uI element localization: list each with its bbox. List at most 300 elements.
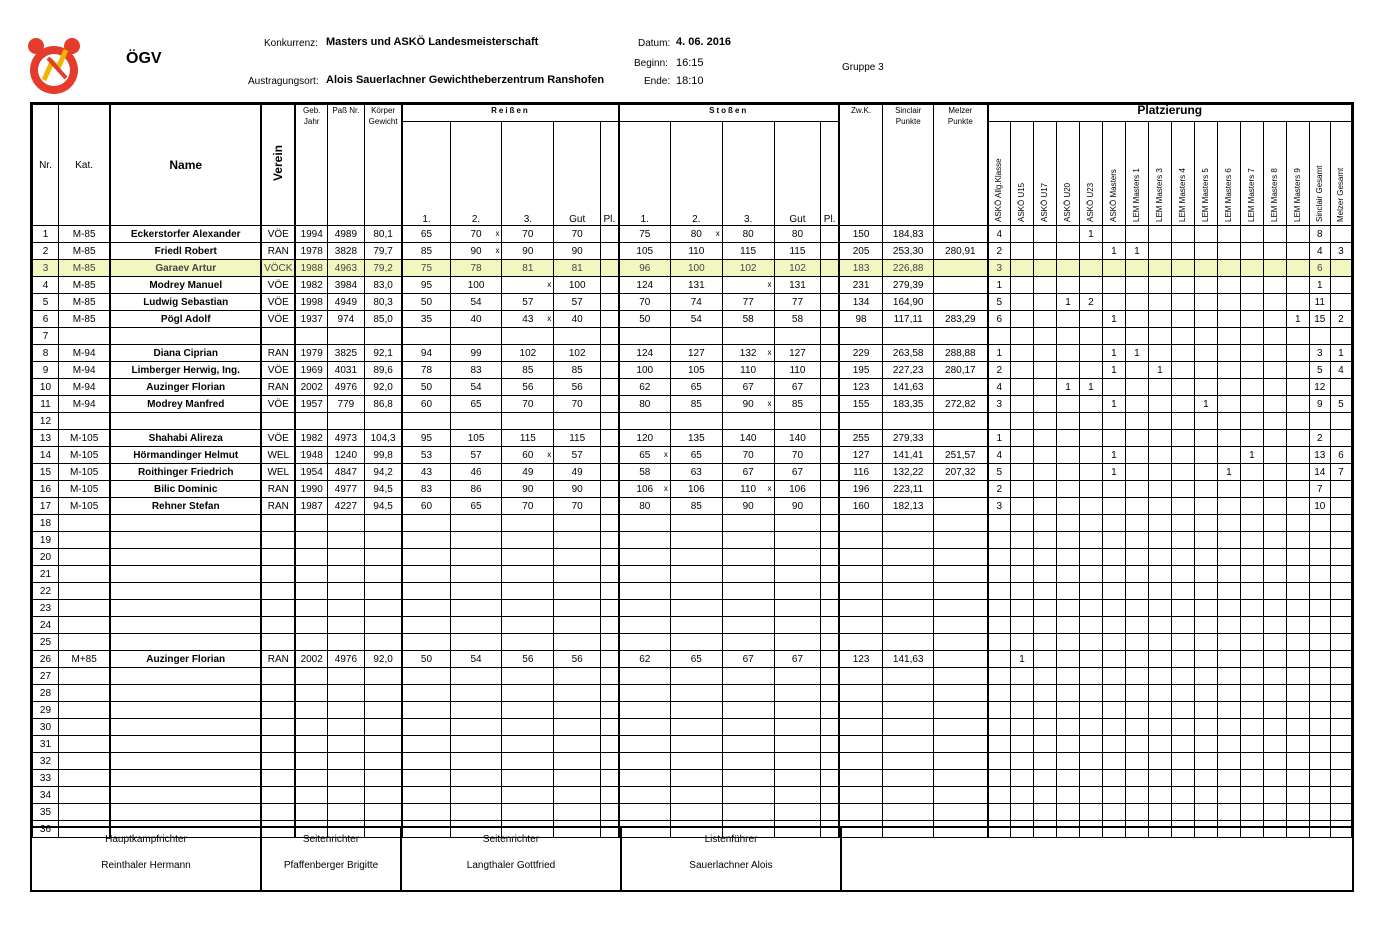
konkurrenz-label: Konkurrenz: bbox=[264, 38, 318, 49]
row-reissen-3 bbox=[502, 736, 554, 753]
row-platz-4 bbox=[1079, 447, 1102, 464]
row-nr: 19 bbox=[33, 532, 59, 549]
row-platz-2 bbox=[1034, 430, 1057, 447]
row-platz-9 bbox=[1194, 617, 1217, 634]
row-verein bbox=[261, 566, 295, 583]
row-platz-4: 1 bbox=[1079, 379, 1102, 396]
row-platz-12 bbox=[1263, 277, 1286, 294]
row-platz-15: 2 bbox=[1330, 311, 1351, 328]
row-stossen-gut bbox=[774, 685, 821, 702]
table-row bbox=[33, 787, 1352, 804]
row-platz-14 bbox=[1309, 600, 1330, 617]
row-reissen-2: 100 bbox=[450, 277, 502, 294]
row-platz-0: 5 bbox=[988, 464, 1011, 481]
row-reissen-gut bbox=[554, 770, 601, 787]
row-pass bbox=[327, 532, 364, 549]
row-zwk bbox=[839, 617, 883, 634]
row-zwk: 116 bbox=[839, 464, 883, 481]
row-nr: 17 bbox=[33, 498, 59, 515]
row-platz-11 bbox=[1240, 328, 1263, 345]
row-stossen-1: 75 bbox=[619, 226, 671, 243]
row-platz-7 bbox=[1148, 277, 1171, 294]
row-zwk: 150 bbox=[839, 226, 883, 243]
row-platz-12 bbox=[1263, 515, 1286, 532]
row-stossen-2: 65 bbox=[670, 447, 722, 464]
row-reissen-2: 86 bbox=[450, 481, 502, 498]
row-platz-2 bbox=[1034, 345, 1057, 362]
row-platz-6 bbox=[1125, 277, 1148, 294]
official-0 bbox=[32, 828, 262, 892]
row-sinclair bbox=[883, 804, 934, 821]
row-stossen-gut bbox=[774, 804, 821, 821]
row-name bbox=[110, 753, 261, 770]
row-platz-14 bbox=[1309, 702, 1330, 719]
col-s3: 3. bbox=[722, 122, 774, 226]
row-stossen-3: 67 bbox=[722, 379, 774, 396]
row-verein bbox=[261, 753, 295, 770]
row-platz-10 bbox=[1217, 804, 1240, 821]
row-geb: 1937 bbox=[295, 311, 327, 328]
official-name: Sauerlachner Alois bbox=[689, 860, 773, 871]
row-geb: 1978 bbox=[295, 243, 327, 260]
row-pass: 4989 bbox=[327, 226, 364, 243]
row-reissen-3 bbox=[502, 668, 554, 685]
row-reissen-1: 35 bbox=[402, 311, 450, 328]
row-reissen-pl bbox=[601, 719, 619, 736]
row-melzer bbox=[934, 413, 988, 430]
row-sinclair bbox=[883, 787, 934, 804]
row-platz-7 bbox=[1148, 583, 1171, 600]
row-stossen-2 bbox=[670, 804, 722, 821]
row-platz-7 bbox=[1148, 413, 1171, 430]
row-platz-7 bbox=[1148, 787, 1171, 804]
row-melzer bbox=[934, 804, 988, 821]
row-platz-8 bbox=[1171, 532, 1194, 549]
row-platz-13 bbox=[1286, 787, 1309, 804]
col-zwk: Zw.K. bbox=[839, 105, 883, 226]
row-reissen-pl bbox=[601, 294, 619, 311]
row-platz-2 bbox=[1034, 702, 1057, 719]
row-platz-5: 1 bbox=[1102, 447, 1125, 464]
row-koerper bbox=[364, 515, 402, 532]
row-platz-11 bbox=[1240, 702, 1263, 719]
row-stossen-3: 77 bbox=[722, 294, 774, 311]
row-stossen-2: 100 bbox=[670, 260, 722, 277]
row-name: Bilic Dominic bbox=[110, 481, 261, 498]
official-name: Langthaler Gottfried bbox=[466, 860, 556, 871]
row-stossen-gut: 70 bbox=[774, 447, 821, 464]
row-zwk bbox=[839, 770, 883, 787]
row-stossen-pl bbox=[821, 566, 839, 583]
row-stossen-2 bbox=[670, 328, 722, 345]
row-stossen-3 bbox=[722, 634, 774, 651]
row-platz-10 bbox=[1217, 515, 1240, 532]
row-stossen-gut bbox=[774, 328, 821, 345]
row-reissen-gut bbox=[554, 566, 601, 583]
row-nr: 11 bbox=[33, 396, 59, 413]
row-reissen-1 bbox=[402, 702, 450, 719]
row-stossen-pl bbox=[821, 787, 839, 804]
row-platz-13 bbox=[1286, 617, 1309, 634]
row-platz-5: 1 bbox=[1102, 396, 1125, 413]
row-stossen-pl bbox=[821, 447, 839, 464]
row-name bbox=[110, 804, 261, 821]
row-platz-11 bbox=[1240, 600, 1263, 617]
table-row bbox=[33, 396, 1352, 413]
row-platz-2 bbox=[1034, 566, 1057, 583]
invalid-mark: x bbox=[663, 450, 668, 459]
row-platz-2 bbox=[1034, 396, 1057, 413]
row-platz-12 bbox=[1263, 362, 1286, 379]
row-platz-11 bbox=[1240, 345, 1263, 362]
row-platz-10 bbox=[1217, 498, 1240, 515]
row-stossen-3 bbox=[722, 566, 774, 583]
row-platz-11 bbox=[1240, 515, 1263, 532]
row-reissen-1: 75 bbox=[402, 260, 450, 277]
row-platz-7 bbox=[1148, 260, 1171, 277]
row-reissen-1 bbox=[402, 736, 450, 753]
row-platz-9 bbox=[1194, 804, 1217, 821]
row-platz-7 bbox=[1148, 719, 1171, 736]
row-koerper: 83,0 bbox=[364, 277, 402, 294]
row-zwk bbox=[839, 549, 883, 566]
row-platz-5 bbox=[1102, 651, 1125, 668]
row-platz-14: 6 bbox=[1309, 260, 1330, 277]
row-platz-3 bbox=[1056, 260, 1079, 277]
row-platz-0 bbox=[988, 515, 1011, 532]
row-platz-6 bbox=[1125, 447, 1148, 464]
row-stossen-2: 74 bbox=[670, 294, 722, 311]
row-name: Pögl Adolf bbox=[110, 311, 261, 328]
row-melzer bbox=[934, 277, 988, 294]
row-reissen-gut: 70 bbox=[554, 396, 601, 413]
row-platz-5 bbox=[1102, 549, 1125, 566]
row-platz-9 bbox=[1194, 481, 1217, 498]
row-platz-6 bbox=[1125, 515, 1148, 532]
row-platz-7 bbox=[1148, 549, 1171, 566]
row-platz-3 bbox=[1056, 668, 1079, 685]
row-stossen-gut bbox=[774, 668, 821, 685]
row-platz-8 bbox=[1171, 481, 1194, 498]
official-role: Hauptkampfrichter bbox=[105, 834, 187, 845]
row-stossen-3: 140 bbox=[722, 430, 774, 447]
row-platz-15 bbox=[1330, 583, 1351, 600]
row-reissen-pl bbox=[601, 345, 619, 362]
row-platz-5 bbox=[1102, 736, 1125, 753]
row-platz-3 bbox=[1056, 464, 1079, 481]
official-role: Seitenrichter bbox=[302, 834, 360, 845]
row-zwk: 229 bbox=[839, 345, 883, 362]
row-platz-12 bbox=[1263, 226, 1286, 243]
row-zwk bbox=[839, 566, 883, 583]
row-platz-9 bbox=[1194, 260, 1217, 277]
row-stossen-gut: 77 bbox=[774, 294, 821, 311]
row-name: Roithinger Friedrich bbox=[110, 464, 261, 481]
row-name: Limberger Herwig, Ing. bbox=[110, 362, 261, 379]
row-sinclair bbox=[883, 702, 934, 719]
row-sinclair bbox=[883, 634, 934, 651]
row-platz-10 bbox=[1217, 379, 1240, 396]
row-name bbox=[110, 583, 261, 600]
row-platz-8 bbox=[1171, 226, 1194, 243]
row-stossen-3 bbox=[722, 804, 774, 821]
row-platz-15 bbox=[1330, 328, 1351, 345]
row-platz-0 bbox=[988, 532, 1011, 549]
row-platz-9 bbox=[1194, 362, 1217, 379]
row-zwk bbox=[839, 736, 883, 753]
row-verein bbox=[261, 804, 295, 821]
row-platz-9 bbox=[1194, 447, 1217, 464]
row-platz-10 bbox=[1217, 413, 1240, 430]
row-platz-6 bbox=[1125, 617, 1148, 634]
row-stossen-pl bbox=[821, 702, 839, 719]
row-stossen-gut: 85 bbox=[774, 396, 821, 413]
row-stossen-1: 70 bbox=[619, 294, 671, 311]
row-platz-2 bbox=[1034, 328, 1057, 345]
row-zwk bbox=[839, 413, 883, 430]
row-koerper bbox=[364, 804, 402, 821]
row-platz-10 bbox=[1217, 787, 1240, 804]
row-reissen-2: 105 bbox=[450, 430, 502, 447]
row-verein: RAN bbox=[261, 651, 295, 668]
row-platz-13 bbox=[1286, 396, 1309, 413]
row-platz-4 bbox=[1079, 668, 1102, 685]
row-geb: 1988 bbox=[295, 260, 327, 277]
row-reissen-gut: 90 bbox=[554, 243, 601, 260]
row-platz-5 bbox=[1102, 583, 1125, 600]
results-table bbox=[32, 104, 1352, 838]
col-pass: Paß Nr. bbox=[327, 105, 364, 226]
row-kat: M-105 bbox=[58, 481, 110, 498]
row-pass: 4976 bbox=[327, 651, 364, 668]
row-name bbox=[110, 515, 261, 532]
row-platz-14 bbox=[1309, 532, 1330, 549]
row-stossen-3: 80 bbox=[722, 226, 774, 243]
row-reissen-2: 65 bbox=[450, 396, 502, 413]
table-row bbox=[33, 481, 1352, 498]
row-platz-14: 11 bbox=[1309, 294, 1330, 311]
row-sinclair bbox=[883, 600, 934, 617]
row-kat bbox=[58, 668, 110, 685]
col-platzierung: Platzierung bbox=[988, 105, 1352, 122]
row-stossen-pl bbox=[821, 617, 839, 634]
row-reissen-2 bbox=[450, 702, 502, 719]
col-platz-15: Melzer Gesamt bbox=[1330, 122, 1351, 226]
row-platz-10 bbox=[1217, 549, 1240, 566]
row-melzer bbox=[934, 702, 988, 719]
row-geb bbox=[295, 566, 327, 583]
row-platz-14 bbox=[1309, 328, 1330, 345]
row-platz-15 bbox=[1330, 702, 1351, 719]
row-nr: 26 bbox=[33, 651, 59, 668]
row-zwk: 196 bbox=[839, 481, 883, 498]
row-platz-2 bbox=[1034, 243, 1057, 260]
table-row bbox=[33, 600, 1352, 617]
row-reissen-1: 83 bbox=[402, 481, 450, 498]
row-geb: 2002 bbox=[295, 379, 327, 396]
row-stossen-3 bbox=[722, 617, 774, 634]
invalid-mark: x bbox=[547, 450, 552, 459]
row-geb bbox=[295, 753, 327, 770]
row-platz-11 bbox=[1240, 481, 1263, 498]
row-reissen-gut bbox=[554, 804, 601, 821]
row-sinclair bbox=[883, 770, 934, 787]
row-platz-7 bbox=[1148, 566, 1171, 583]
row-reissen-pl bbox=[601, 583, 619, 600]
row-platz-2 bbox=[1034, 634, 1057, 651]
row-koerper bbox=[364, 617, 402, 634]
row-platz-10 bbox=[1217, 345, 1240, 362]
row-platz-13 bbox=[1286, 685, 1309, 702]
row-platz-10 bbox=[1217, 362, 1240, 379]
row-platz-8 bbox=[1171, 464, 1194, 481]
invalid-mark: x bbox=[663, 484, 668, 493]
row-platz-4 bbox=[1079, 804, 1102, 821]
row-stossen-3: 115 bbox=[722, 243, 774, 260]
row-name bbox=[110, 617, 261, 634]
row-platz-9 bbox=[1194, 770, 1217, 787]
row-platz-2 bbox=[1034, 447, 1057, 464]
ende-value: 18:10 bbox=[676, 75, 704, 87]
row-platz-10 bbox=[1217, 668, 1240, 685]
row-kat: M-85 bbox=[58, 294, 110, 311]
col-stossen: Stoßen bbox=[619, 105, 839, 122]
row-platz-8 bbox=[1171, 617, 1194, 634]
row-reissen-2 bbox=[450, 787, 502, 804]
row-platz-4 bbox=[1079, 583, 1102, 600]
row-platz-6 bbox=[1125, 685, 1148, 702]
row-stossen-3: 110 x bbox=[722, 481, 774, 498]
row-sinclair: 226,88 bbox=[883, 260, 934, 277]
row-platz-0: 1 bbox=[988, 430, 1011, 447]
row-reissen-1: 50 bbox=[402, 379, 450, 396]
row-reissen-3: 57 bbox=[502, 294, 554, 311]
row-platz-8 bbox=[1171, 583, 1194, 600]
col-reissen: Reißen bbox=[402, 105, 618, 122]
table-row bbox=[33, 464, 1352, 481]
row-platz-10 bbox=[1217, 277, 1240, 294]
row-pass bbox=[327, 600, 364, 617]
row-sinclair bbox=[883, 515, 934, 532]
row-platz-1 bbox=[1011, 413, 1034, 430]
row-platz-15 bbox=[1330, 532, 1351, 549]
row-platz-4 bbox=[1079, 277, 1102, 294]
row-platz-9 bbox=[1194, 566, 1217, 583]
row-stossen-gut bbox=[774, 583, 821, 600]
row-kat: M-94 bbox=[58, 396, 110, 413]
row-reissen-gut: 81 bbox=[554, 260, 601, 277]
row-platz-15 bbox=[1330, 481, 1351, 498]
row-platz-10 bbox=[1217, 447, 1240, 464]
row-reissen-pl bbox=[601, 328, 619, 345]
row-platz-6 bbox=[1125, 770, 1148, 787]
table-row bbox=[33, 753, 1352, 770]
row-platz-0 bbox=[988, 753, 1011, 770]
row-stossen-pl bbox=[821, 753, 839, 770]
row-platz-14 bbox=[1309, 753, 1330, 770]
row-sinclair: 141,63 bbox=[883, 651, 934, 668]
row-platz-11 bbox=[1240, 498, 1263, 515]
table-row bbox=[33, 260, 1352, 277]
row-platz-7 bbox=[1148, 532, 1171, 549]
row-platz-0 bbox=[988, 651, 1011, 668]
row-stossen-gut bbox=[774, 413, 821, 430]
row-platz-14 bbox=[1309, 804, 1330, 821]
row-stossen-1: 100 bbox=[619, 362, 671, 379]
row-kat bbox=[58, 413, 110, 430]
row-geb: 1954 bbox=[295, 464, 327, 481]
row-platz-6 bbox=[1125, 702, 1148, 719]
row-pass bbox=[327, 736, 364, 753]
official-role: Listenführer bbox=[704, 834, 758, 845]
row-stossen-1 bbox=[619, 413, 671, 430]
row-reissen-pl bbox=[601, 702, 619, 719]
row-stossen-1: 120 bbox=[619, 430, 671, 447]
row-platz-4 bbox=[1079, 753, 1102, 770]
row-koerper bbox=[364, 328, 402, 345]
col-platz-12: LEM Masters 8 bbox=[1263, 122, 1286, 226]
row-platz-8 bbox=[1171, 362, 1194, 379]
row-nr: 3 bbox=[33, 260, 59, 277]
row-platz-6: 1 bbox=[1125, 345, 1148, 362]
row-reissen-3 bbox=[502, 804, 554, 821]
row-platz-2 bbox=[1034, 753, 1057, 770]
row-platz-3: 1 bbox=[1056, 379, 1079, 396]
row-platz-15 bbox=[1330, 719, 1351, 736]
row-platz-10 bbox=[1217, 532, 1240, 549]
row-geb: 1990 bbox=[295, 481, 327, 498]
row-platz-0 bbox=[988, 566, 1011, 583]
row-koerper: 92,1 bbox=[364, 345, 402, 362]
row-pass bbox=[327, 413, 364, 430]
row-verein bbox=[261, 787, 295, 804]
row-platz-15 bbox=[1330, 600, 1351, 617]
row-platz-6 bbox=[1125, 549, 1148, 566]
row-platz-2 bbox=[1034, 787, 1057, 804]
row-reissen-3: 60 x bbox=[502, 447, 554, 464]
row-platz-12 bbox=[1263, 668, 1286, 685]
row-reissen-gut bbox=[554, 583, 601, 600]
official-name: Reinthaler Hermann bbox=[101, 860, 191, 871]
row-platz-6 bbox=[1125, 668, 1148, 685]
row-sinclair bbox=[883, 753, 934, 770]
row-platz-15 bbox=[1330, 685, 1351, 702]
row-platz-8 bbox=[1171, 345, 1194, 362]
row-platz-0 bbox=[988, 719, 1011, 736]
row-platz-15 bbox=[1330, 549, 1351, 566]
row-sinclair: 279,33 bbox=[883, 430, 934, 447]
row-stossen-1 bbox=[619, 804, 671, 821]
row-platz-7 bbox=[1148, 770, 1171, 787]
row-reissen-gut bbox=[554, 668, 601, 685]
row-platz-4 bbox=[1079, 702, 1102, 719]
row-platz-7 bbox=[1148, 396, 1171, 413]
row-stossen-2 bbox=[670, 736, 722, 753]
row-reissen-1: 53 bbox=[402, 447, 450, 464]
row-platz-4 bbox=[1079, 566, 1102, 583]
row-platz-15 bbox=[1330, 498, 1351, 515]
row-koerper bbox=[364, 413, 402, 430]
results-sheet bbox=[30, 102, 1354, 892]
table-row bbox=[33, 226, 1352, 243]
row-stossen-1: 124 bbox=[619, 277, 671, 294]
row-stossen-3: 67 bbox=[722, 464, 774, 481]
row-platz-5: 1 bbox=[1102, 464, 1125, 481]
row-reissen-2 bbox=[450, 617, 502, 634]
row-koerper: 94,5 bbox=[364, 481, 402, 498]
row-platz-3 bbox=[1056, 702, 1079, 719]
row-reissen-2: 54 bbox=[450, 379, 502, 396]
